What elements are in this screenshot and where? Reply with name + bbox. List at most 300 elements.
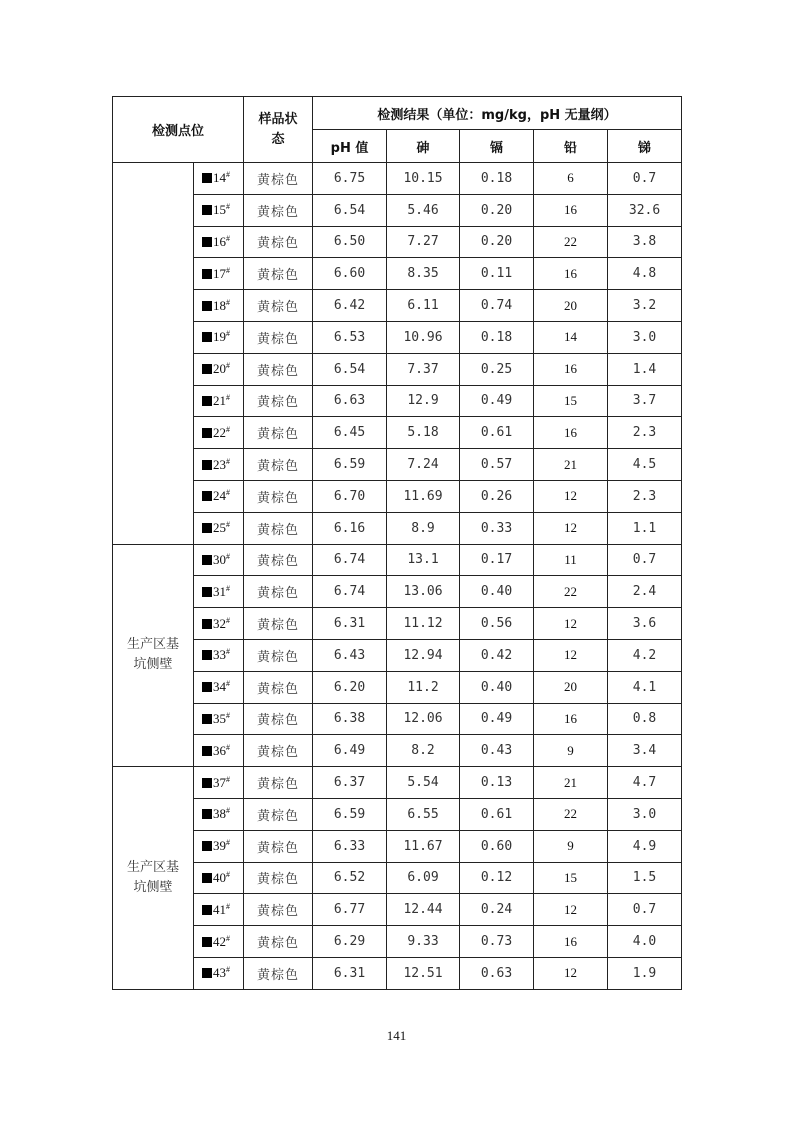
arsenic-value: 8.2 — [387, 735, 460, 767]
arsenic-value: 7.24 — [387, 449, 460, 481]
point-id-suffix: # — [226, 869, 230, 879]
point-id-cell — [194, 830, 244, 862]
point-id: 19 — [213, 329, 226, 345]
antimony-value: 4.8 — [608, 258, 682, 290]
cadmium-value: 0.33 — [460, 512, 534, 544]
point-id-suffix: # — [226, 965, 230, 975]
cadmium-value: 0.18 — [460, 321, 534, 353]
point-id: 15 — [213, 202, 226, 218]
black-square-icon — [202, 237, 212, 247]
arsenic-value: 10.96 — [387, 321, 460, 353]
lead-value: 21 — [534, 767, 608, 799]
ph-value: 6.43 — [313, 639, 387, 671]
point-id: 18 — [213, 297, 226, 313]
point-id-cell — [194, 385, 244, 417]
black-square-icon — [202, 173, 212, 183]
black-square-icon — [202, 778, 212, 788]
point-id-suffix: # — [226, 488, 230, 498]
antimony-value: 2.4 — [608, 576, 682, 608]
arsenic-value: 13.06 — [387, 576, 460, 608]
page-number: 141 — [386, 1028, 407, 1043]
cadmium-value: 0.13 — [460, 767, 534, 799]
black-square-icon — [202, 746, 212, 756]
header-results-group: 检测结果（单位：mg/kg，pH 无量纲） — [313, 97, 682, 130]
lead-value: 9 — [534, 830, 608, 862]
point-id-suffix: # — [226, 520, 230, 530]
table-row — [113, 449, 682, 481]
table-row — [113, 544, 682, 576]
point-id: 16 — [213, 233, 226, 249]
header-site: 检测点位 — [113, 97, 244, 163]
antimony-value: 3.0 — [608, 798, 682, 830]
arsenic-value: 11.69 — [387, 480, 460, 512]
cadmium-value: 0.73 — [460, 926, 534, 958]
black-square-icon — [202, 714, 212, 724]
point-id: 20 — [213, 361, 226, 377]
table-row — [113, 226, 682, 258]
point-id: 36 — [213, 742, 226, 758]
point-id-suffix: # — [226, 647, 230, 657]
ph-value: 6.45 — [313, 417, 387, 449]
black-square-icon — [202, 269, 212, 279]
cadmium-value: 0.63 — [460, 957, 534, 989]
point-id-cell — [194, 735, 244, 767]
point-id-suffix: # — [226, 838, 230, 848]
point-id-suffix: # — [226, 233, 230, 243]
header-state — [244, 97, 313, 163]
ph-value: 6.29 — [313, 926, 387, 958]
arsenic-value: 12.94 — [387, 639, 460, 671]
table-row — [113, 290, 682, 322]
antimony-value: 4.9 — [608, 830, 682, 862]
point-id-cell — [194, 798, 244, 830]
ph-value: 6.53 — [313, 321, 387, 353]
sample-state: 黄棕色 — [244, 608, 313, 640]
black-square-icon — [202, 937, 212, 947]
point-id-suffix: # — [226, 710, 230, 720]
point-id-suffix: # — [226, 774, 230, 784]
antimony-value: 2.3 — [608, 480, 682, 512]
point-id: 32 — [213, 615, 226, 631]
header-arsenic: 砷 — [387, 130, 460, 163]
antimony-value: 3.2 — [608, 290, 682, 322]
arsenic-value: 8.35 — [387, 258, 460, 290]
point-id-cell — [194, 544, 244, 576]
ph-value: 6.54 — [313, 194, 387, 226]
point-id: 39 — [213, 838, 226, 854]
point-id: 34 — [213, 679, 226, 695]
table-row — [113, 957, 682, 989]
point-id-suffix: # — [226, 615, 230, 625]
ph-value: 6.20 — [313, 671, 387, 703]
lead-value: 15 — [534, 385, 608, 417]
black-square-icon — [202, 491, 212, 501]
sample-state: 黄棕色 — [244, 862, 313, 894]
point-id-cell — [194, 290, 244, 322]
lead-value: 16 — [534, 703, 608, 735]
black-square-icon — [202, 682, 212, 692]
sample-state: 黄棕色 — [244, 194, 313, 226]
table-row — [113, 576, 682, 608]
point-id-cell — [194, 321, 244, 353]
lead-value: 21 — [534, 449, 608, 481]
point-id-cell — [194, 258, 244, 290]
arsenic-value: 5.54 — [387, 767, 460, 799]
point-id: 38 — [213, 806, 226, 822]
sample-state: 黄棕色 — [244, 926, 313, 958]
point-id-suffix: # — [226, 297, 230, 307]
sample-state: 黄棕色 — [244, 735, 313, 767]
point-id-cell — [194, 639, 244, 671]
table-row — [113, 480, 682, 512]
cadmium-value: 0.24 — [460, 894, 534, 926]
site-cell — [113, 544, 194, 767]
arsenic-value: 12.44 — [387, 894, 460, 926]
header-row-1 — [113, 97, 682, 130]
point-id-cell — [194, 926, 244, 958]
antimony-value: 3.4 — [608, 735, 682, 767]
lead-value: 20 — [534, 671, 608, 703]
lead-value: 16 — [534, 353, 608, 385]
lead-value: 12 — [534, 894, 608, 926]
ph-value: 6.70 — [313, 480, 387, 512]
point-id-cell — [194, 480, 244, 512]
sample-state: 黄棕色 — [244, 830, 313, 862]
antimony-value: 1.4 — [608, 353, 682, 385]
table-row — [113, 639, 682, 671]
black-square-icon — [202, 841, 212, 851]
lead-value: 11 — [534, 544, 608, 576]
ph-value: 6.59 — [313, 449, 387, 481]
sample-state: 黄棕色 — [244, 894, 313, 926]
black-square-icon — [202, 587, 212, 597]
point-id-cell — [194, 767, 244, 799]
point-id-suffix: # — [226, 679, 230, 689]
antimony-value: 4.1 — [608, 671, 682, 703]
header-lead: 铅 — [534, 130, 608, 163]
table-row — [113, 417, 682, 449]
arsenic-value: 8.9 — [387, 512, 460, 544]
point-id-suffix: # — [226, 551, 230, 561]
black-square-icon — [202, 873, 212, 883]
ph-value: 6.16 — [313, 512, 387, 544]
antimony-value: 1.1 — [608, 512, 682, 544]
antimony-value: 1.9 — [608, 957, 682, 989]
antimony-value: 0.8 — [608, 703, 682, 735]
ph-value: 6.38 — [313, 703, 387, 735]
black-square-icon — [202, 396, 212, 406]
table-body — [113, 163, 682, 990]
black-square-icon — [202, 555, 212, 565]
ph-value: 6.77 — [313, 894, 387, 926]
lead-value: 22 — [534, 798, 608, 830]
point-id-suffix: # — [226, 742, 230, 752]
sample-state: 黄棕色 — [244, 480, 313, 512]
arsenic-value: 5.46 — [387, 194, 460, 226]
lead-value: 12 — [534, 639, 608, 671]
table-row — [113, 862, 682, 894]
ph-value: 6.31 — [313, 608, 387, 640]
header-state-text: 样品状态 — [258, 111, 298, 147]
cadmium-value: 0.42 — [460, 639, 534, 671]
arsenic-value: 11.12 — [387, 608, 460, 640]
ph-value: 6.33 — [313, 830, 387, 862]
table-row — [113, 608, 682, 640]
table-row — [113, 163, 682, 195]
header-antimony: 锑 — [608, 130, 682, 163]
point-id-cell — [194, 512, 244, 544]
black-square-icon — [202, 205, 212, 215]
table-row — [113, 703, 682, 735]
header-cadmium: 镉 — [460, 130, 534, 163]
point-id-cell — [194, 862, 244, 894]
ph-value: 6.37 — [313, 767, 387, 799]
point-id: 30 — [213, 551, 226, 567]
cadmium-value: 0.61 — [460, 798, 534, 830]
sample-state: 黄棕色 — [244, 512, 313, 544]
table-row — [113, 767, 682, 799]
lead-value: 20 — [534, 290, 608, 322]
point-id-cell — [194, 449, 244, 481]
arsenic-value: 12.51 — [387, 957, 460, 989]
table-row — [113, 894, 682, 926]
ph-value: 6.75 — [313, 163, 387, 195]
point-id-suffix: # — [226, 933, 230, 943]
arsenic-value: 5.18 — [387, 417, 460, 449]
table-row — [113, 385, 682, 417]
lead-value: 16 — [534, 194, 608, 226]
black-square-icon — [202, 968, 212, 978]
table-row — [113, 258, 682, 290]
cadmium-value: 0.40 — [460, 576, 534, 608]
black-square-icon — [202, 364, 212, 374]
cadmium-value: 0.20 — [460, 226, 534, 258]
antimony-value: 3.6 — [608, 608, 682, 640]
arsenic-value: 12.9 — [387, 385, 460, 417]
black-square-icon — [202, 650, 212, 660]
point-id-cell — [194, 576, 244, 608]
point-id-cell — [194, 353, 244, 385]
point-id-cell — [194, 671, 244, 703]
ph-value: 6.74 — [313, 544, 387, 576]
cadmium-value: 0.57 — [460, 449, 534, 481]
sample-state: 黄棕色 — [244, 353, 313, 385]
point-id: 14 — [213, 170, 226, 186]
cadmium-value: 0.26 — [460, 480, 534, 512]
point-id: 41 — [213, 901, 226, 917]
ph-value: 6.42 — [313, 290, 387, 322]
antimony-value: 4.5 — [608, 449, 682, 481]
arsenic-value: 6.11 — [387, 290, 460, 322]
table-row — [113, 830, 682, 862]
antimony-value: 4.2 — [608, 639, 682, 671]
antimony-value: 3.8 — [608, 226, 682, 258]
black-square-icon — [202, 523, 212, 533]
cadmium-value: 0.49 — [460, 703, 534, 735]
sample-state: 黄棕色 — [244, 703, 313, 735]
point-id-suffix: # — [226, 202, 230, 212]
arsenic-value: 9.33 — [387, 926, 460, 958]
lead-value: 12 — [534, 957, 608, 989]
ph-value: 6.74 — [313, 576, 387, 608]
site-label: 生产区基坑侧壁 — [127, 637, 180, 673]
lead-value: 16 — [534, 926, 608, 958]
point-id: 42 — [213, 933, 226, 949]
ph-value: 6.31 — [313, 957, 387, 989]
sample-state: 黄棕色 — [244, 417, 313, 449]
black-square-icon — [202, 460, 212, 470]
sample-state: 黄棕色 — [244, 767, 313, 799]
ph-value: 6.50 — [313, 226, 387, 258]
antimony-value: 1.5 — [608, 862, 682, 894]
table-row — [113, 321, 682, 353]
cadmium-value: 0.74 — [460, 290, 534, 322]
cadmium-value: 0.18 — [460, 163, 534, 195]
point-id-cell — [194, 894, 244, 926]
cadmium-value: 0.17 — [460, 544, 534, 576]
lead-value: 14 — [534, 321, 608, 353]
arsenic-value: 12.06 — [387, 703, 460, 735]
point-id-suffix: # — [226, 424, 230, 434]
point-id: 37 — [213, 774, 226, 790]
header-ph: pH 值 — [313, 130, 387, 163]
arsenic-value: 6.55 — [387, 798, 460, 830]
lead-value: 22 — [534, 576, 608, 608]
sample-state: 黄棕色 — [244, 639, 313, 671]
lead-value: 12 — [534, 608, 608, 640]
point-id: 25 — [213, 520, 226, 536]
point-id-suffix: # — [226, 170, 230, 180]
black-square-icon — [202, 428, 212, 438]
point-id-cell — [194, 703, 244, 735]
cadmium-value: 0.11 — [460, 258, 534, 290]
ph-value: 6.60 — [313, 258, 387, 290]
antimony-value: 3.0 — [608, 321, 682, 353]
point-id-suffix: # — [226, 392, 230, 402]
antimony-value: 0.7 — [608, 163, 682, 195]
point-id-cell — [194, 608, 244, 640]
arsenic-value: 11.67 — [387, 830, 460, 862]
black-square-icon — [202, 301, 212, 311]
lead-value: 16 — [534, 417, 608, 449]
sample-state: 黄棕色 — [244, 226, 313, 258]
point-id-suffix: # — [226, 456, 230, 466]
table-row — [113, 798, 682, 830]
point-id: 24 — [213, 488, 226, 504]
black-square-icon — [202, 809, 212, 819]
black-square-icon — [202, 619, 212, 629]
point-id-suffix: # — [226, 329, 230, 339]
lead-value: 6 — [534, 163, 608, 195]
sample-state: 黄棕色 — [244, 163, 313, 195]
point-id: 31 — [213, 583, 226, 599]
ph-value: 6.52 — [313, 862, 387, 894]
cadmium-value: 0.61 — [460, 417, 534, 449]
point-id: 23 — [213, 456, 226, 472]
lead-value: 16 — [534, 258, 608, 290]
point-id: 17 — [213, 265, 226, 281]
lead-value: 12 — [534, 512, 608, 544]
lead-value: 9 — [534, 735, 608, 767]
sample-state: 黄棕色 — [244, 321, 313, 353]
sample-state: 黄棕色 — [244, 449, 313, 481]
sample-state: 黄棕色 — [244, 290, 313, 322]
cadmium-value: 0.25 — [460, 353, 534, 385]
sample-state: 黄棕色 — [244, 544, 313, 576]
sample-state: 黄棕色 — [244, 576, 313, 608]
point-id: 21 — [213, 392, 226, 408]
table-row — [113, 194, 682, 226]
sample-state: 黄棕色 — [244, 798, 313, 830]
lead-value: 15 — [534, 862, 608, 894]
point-id: 43 — [213, 965, 226, 981]
ph-value: 6.54 — [313, 353, 387, 385]
cadmium-value: 0.49 — [460, 385, 534, 417]
sample-state: 黄棕色 — [244, 671, 313, 703]
arsenic-value: 11.2 — [387, 671, 460, 703]
point-id-cell — [194, 194, 244, 226]
point-id-suffix: # — [226, 361, 230, 371]
site-cell — [113, 767, 194, 990]
site-label: 生产区基坑侧壁 — [127, 859, 180, 895]
point-id-suffix: # — [226, 265, 230, 275]
table-row — [113, 926, 682, 958]
point-id-suffix: # — [226, 806, 230, 816]
antimony-value: 4.7 — [608, 767, 682, 799]
arsenic-value: 6.09 — [387, 862, 460, 894]
antimony-value: 4.0 — [608, 926, 682, 958]
cadmium-value: 0.12 — [460, 862, 534, 894]
arsenic-value: 10.15 — [387, 163, 460, 195]
cadmium-value: 0.56 — [460, 608, 534, 640]
antimony-value: 2.3 — [608, 417, 682, 449]
cadmium-value: 0.60 — [460, 830, 534, 862]
antimony-value: 0.7 — [608, 544, 682, 576]
point-id: 40 — [213, 869, 226, 885]
point-id-cell — [194, 226, 244, 258]
sample-state: 黄棕色 — [244, 957, 313, 989]
cadmium-value: 0.40 — [460, 671, 534, 703]
point-id: 22 — [213, 424, 226, 440]
point-id-suffix: # — [226, 901, 230, 911]
lead-value: 12 — [534, 480, 608, 512]
results-table — [112, 96, 682, 990]
cadmium-value: 0.43 — [460, 735, 534, 767]
point-id-cell — [194, 163, 244, 195]
antimony-value: 0.7 — [608, 894, 682, 926]
point-id-cell — [194, 417, 244, 449]
arsenic-value: 13.1 — [387, 544, 460, 576]
ph-value: 6.63 — [313, 385, 387, 417]
point-id: 35 — [213, 710, 226, 726]
black-square-icon — [202, 332, 212, 342]
ph-value: 6.49 — [313, 735, 387, 767]
point-id: 33 — [213, 647, 226, 663]
arsenic-value: 7.37 — [387, 353, 460, 385]
arsenic-value: 7.27 — [387, 226, 460, 258]
point-id-cell — [194, 957, 244, 989]
point-id-suffix: # — [226, 583, 230, 593]
ph-value: 6.59 — [313, 798, 387, 830]
table-row — [113, 671, 682, 703]
table-row — [113, 512, 682, 544]
antimony-value: 3.7 — [608, 385, 682, 417]
table-row — [113, 735, 682, 767]
table-row — [113, 353, 682, 385]
sample-state: 黄棕色 — [244, 385, 313, 417]
lead-value: 22 — [534, 226, 608, 258]
cadmium-value: 0.20 — [460, 194, 534, 226]
